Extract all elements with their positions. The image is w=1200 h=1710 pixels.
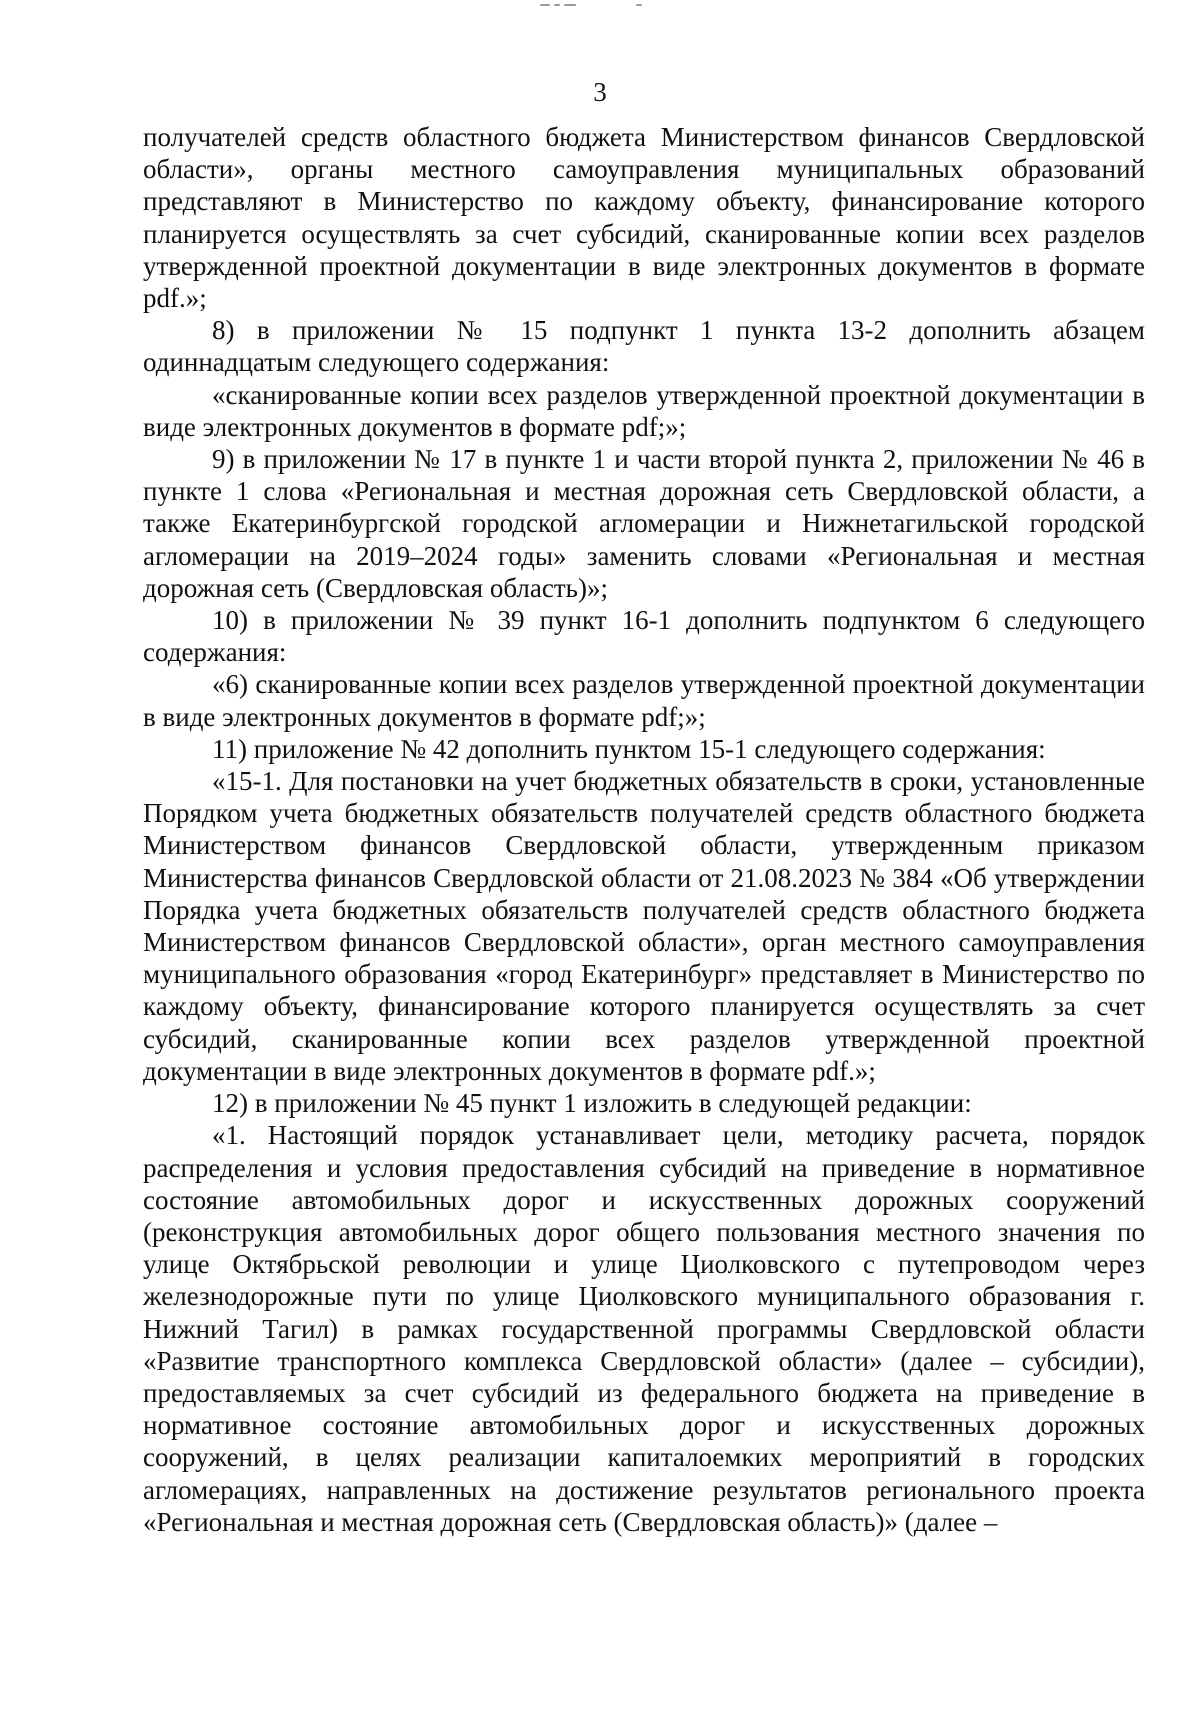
paragraph-continuation: получателей средств областного бюджета Министерством финансов Свердловской области», органы местного самоуправления муниципальных образований представляют в Министерство по каждому объекту, финансирование которого планируется осуществлять за счет субсидий, сканированные копии всех разделов утвержденной проектной документации в виде электронных документов в формате pdf.»;: [143, 122, 1145, 314]
page-number: 3: [593, 77, 607, 107]
paragraph-quote-12: «1. Настоящий порядок устанавливает цели, методику расчета, порядок распределения и условия предоставления субсидий на приведение в нормативное состояние автомобильных дорог и искусственных дорожных сооружений (реконструкция автомобильных дорог общего пользования местного значения по улице Октябрьской революции и улице Циолковского с путепроводом через железнодорожные пути по улице Циолковского муниципального образования г. Нижний Тагил) в рамках государственной программы Свердловской области «Развитие транспортного комплекса Свердловской области» (далее – субсидии), предоставляемых за счет субсидий из федерального бюджета на приведение в нормативное состояние автомобильных дорог и искусственных дорожных сооружений, в целях реализации капиталоемких мероприятий в городских агломерациях, направленных на достижение результатов регионального проекта «Региональная и местная дорожная сеть (Свердловская область)» (далее –: [143, 1120, 1145, 1537]
paragraph-item-8: 8) в приложении № 15 подпункт 1 пункта 13-2 дополнить абзацем одиннадцатым следующего содержания:: [143, 315, 1145, 378]
paragraph-quote-8: «сканированные копии всех разделов утвержденной проектной документации в виде электронных документов в формате pdf;»;: [143, 379, 1145, 442]
scan-artifact-marks: [540, 2, 650, 8]
paragraph-quote-11: «15-1. Для постановки на учет бюджетных обязательств в сроки, установленные Порядком учета бюджетных обязательств получателей средств областного бюджета Министерством финансов Свердловской области, утвержденным приказом Министерства финансов Свердловской области от 21.08.2023 № 384 «Об утверждении Порядка учета бюджетных обязательств получателей средств областного бюджета Министерством финансов Свердловской области», орган местного самоуправления муниципального образования «город Екатеринбург» представляет в Министерство по каждому объекту, финансирование которого планируется осуществлять за счет субсидий, сканированные копии всех разделов утвержденной проектной документации в виде электронных документов в формате pdf.»;: [143, 766, 1145, 1086]
paragraph-quote-10: «6) сканированные копии всех разделов утвержденной проектной документации в виде электронных документов в формате pdf;»;: [143, 669, 1145, 732]
paragraph-item-11: 11) приложение № 42 дополнить пунктом 15-1 следующего содержания:: [212, 733, 1046, 764]
paragraph-item-12: 12) в приложении № 45 пункт 1 изложить в следующей редакции:: [212, 1088, 972, 1119]
paragraph-item-10: 10) в приложении № 39 пункт 16-1 дополнить подпунктом 6 следующего содержания:: [143, 605, 1145, 668]
paragraph-item-9: 9) в приложении № 17 в пункте 1 и части второй пункта 2, приложении № 46 в пункте 1 слова «Региональная и местная дорожная сеть Свердловской области, а также Екатеринбургской городской агломерации и Нижнетагильской городской агломерации на 2019–2024 годы» заменить словами «Региональная и местная дорожная сеть (Свердловская область)»;: [143, 444, 1145, 603]
document-body: [143, 121, 1145, 1538]
